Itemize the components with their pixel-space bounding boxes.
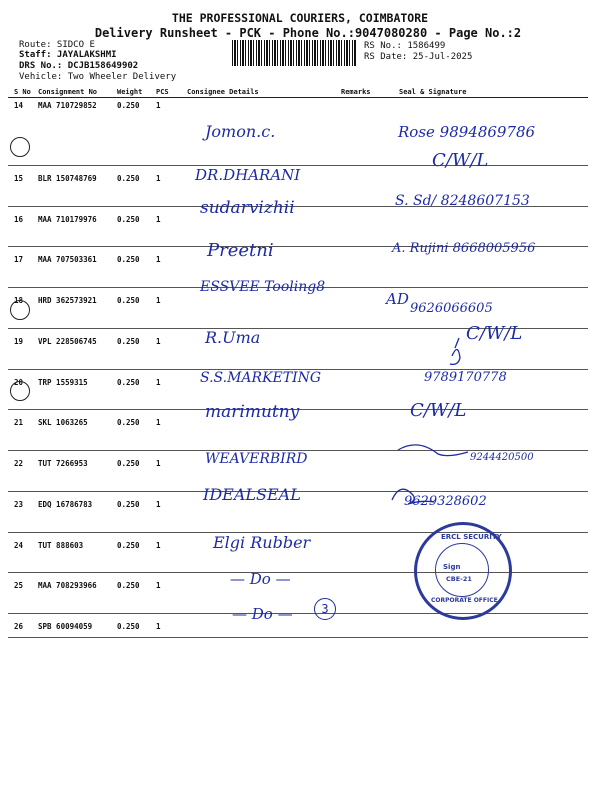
cell-sno: 25 [14,581,24,591]
handwritten-name: ESSVEE Tooling8 [200,279,326,295]
cell-weight: 0.250 [117,296,140,305]
company-stamp [414,522,512,620]
handwritten-phone: 9789170778 [424,370,507,385]
cell-pcs: 1 [156,581,161,591]
cell-weight: 0.250 [117,255,140,265]
cell-consignment: SKL 1063265 [38,418,88,428]
cell-sno: 23 [14,499,24,509]
cell-consignment: MAA 707503361 [38,255,97,265]
handwritten-signature: S. Sd/ 8248607153 [395,193,530,209]
cell-pcs: 1 [156,499,161,509]
stamp-bottom-text: CORPORATE OFFICE [431,597,498,604]
cell-consignment: EDQ 16786783 [38,499,93,509]
cell-consignment: BLR 150748769 [38,173,97,183]
cell-consignment: SPB 60094059 [38,622,93,631]
cell-pcs: 1 [156,214,161,224]
cell-sno: 15 [14,173,24,183]
cell-pcs: 1 [156,622,161,631]
handwritten-signature: AD [386,290,409,308]
handwritten-remark: C/W/L [432,150,489,171]
cell-consignment: MAA 708293966 [38,581,97,591]
cell-weight: 0.250 [117,459,140,468]
vehicle-label: Vehicle: Two Wheeler Delivery [19,72,177,82]
staff-label: Staff: JAYALAKSHMI [19,50,117,60]
cell-pcs: 1 [156,459,161,468]
col-consignee: Consignee Details [187,88,259,96]
cell-consignment: HRD 362573921 [38,296,97,305]
col-consignment: Consignment No [38,88,98,96]
cell-pcs: 1 [156,296,161,305]
cell-pcs: 1 [156,173,161,183]
rs-date: RS Date: 25-Jul-2025 [364,52,473,62]
cell-consignment: TUT 7266953 [38,459,88,468]
cell-sno: 21 [14,418,24,428]
cell-weight: 0.250 [117,101,140,110]
stamp-sign-label: Sign [443,563,461,571]
handwritten-remark: C/W/L [410,400,467,421]
cell-consignment: VPL 228506745 [38,336,97,346]
handwritten-ditto: — Do — [230,570,291,588]
cell-weight: 0.250 [117,336,140,346]
cell-pcs: 1 [156,255,161,265]
cell-consignment: TRP 1559315 [38,377,88,387]
handwritten-name: Elgi Rubber [213,533,311,552]
cell-consignment: MAA 710179976 [38,214,97,224]
handwritten-signature: Rose 9894869786 [398,123,536,141]
handwritten-name: marimutny [205,402,300,422]
cell-weight: 0.250 [117,540,140,550]
cell-pcs: 1 [156,377,161,387]
col-remarks: Remarks [341,88,371,96]
cell-weight: 0.250 [117,418,140,428]
cell-sno: 20 [14,377,24,387]
cell-sno: 14 [14,101,24,110]
route-label: Route: SIDCO E [19,40,95,50]
handwritten-name: sudarvizhii [200,198,295,218]
drs-number: DRS No.: DCJB158649902 [19,61,139,71]
cell-sno: 16 [14,214,24,224]
handwritten-name: WEAVERBIRD [205,451,308,467]
stamp-top-text: ERCL SECURITY [441,533,502,541]
handwritten-name: IDEALSEAL [203,485,301,504]
handwritten-ditto: — Do — [232,605,293,623]
handwritten-name: Preetni [207,240,274,261]
col-weight: Weight [117,88,143,96]
cell-weight: 0.250 [117,581,140,591]
cell-sno: 18 [14,296,24,305]
handwritten-signature: A. Rujini 8668005956 [392,241,536,256]
cell-weight: 0.250 [117,622,140,631]
company-title: THE PROFESSIONAL COURIERS, COIMBATORE [171,11,429,25]
handwritten-name: R.Uma [205,328,261,347]
cell-pcs: 1 [156,336,161,346]
handwritten-name: DR.DHARANI [195,166,301,184]
cell-consignment: MAA 710729852 [38,101,97,110]
col-sno: S No [14,88,31,96]
cell-weight: 0.250 [117,173,140,183]
handwritten-phone: 9244420500 [470,452,534,463]
rs-number: RS No.: 1586499 [364,41,446,51]
cell-sno: 17 [14,255,24,265]
cell-sno: 24 [14,540,24,550]
handwritten-name: Jomon.c. [205,122,276,141]
handwritten-phone: 9626066605 [410,301,493,316]
circled-count: 3 [314,598,336,620]
cell-consignment: TUT 888603 [38,540,84,550]
handwritten-phone: 9629328602 [404,494,487,509]
cell-sno: 26 [14,622,24,631]
col-seal-signature: Seal & Signature [399,88,467,96]
cell-weight: 0.250 [117,214,140,224]
cell-sno: 19 [14,336,24,346]
handwritten-remark: C/W/L [466,323,523,344]
cell-weight: 0.250 [117,499,140,509]
runsheet-subtitle: Delivery Runsheet - PCK - Phone No.:9047080280 - Page No.:2 [94,26,522,40]
cell-pcs: 1 [156,101,161,110]
cell-weight: 0.250 [117,377,140,387]
cell-sno: 22 [14,459,24,468]
stamp-center-text: CBE-21 [446,575,472,583]
handwritten-name: S.S.MARKETING [200,370,322,386]
cell-pcs: 1 [156,540,161,550]
col-pcs: PCS [156,88,169,96]
cell-pcs: 1 [156,418,161,428]
